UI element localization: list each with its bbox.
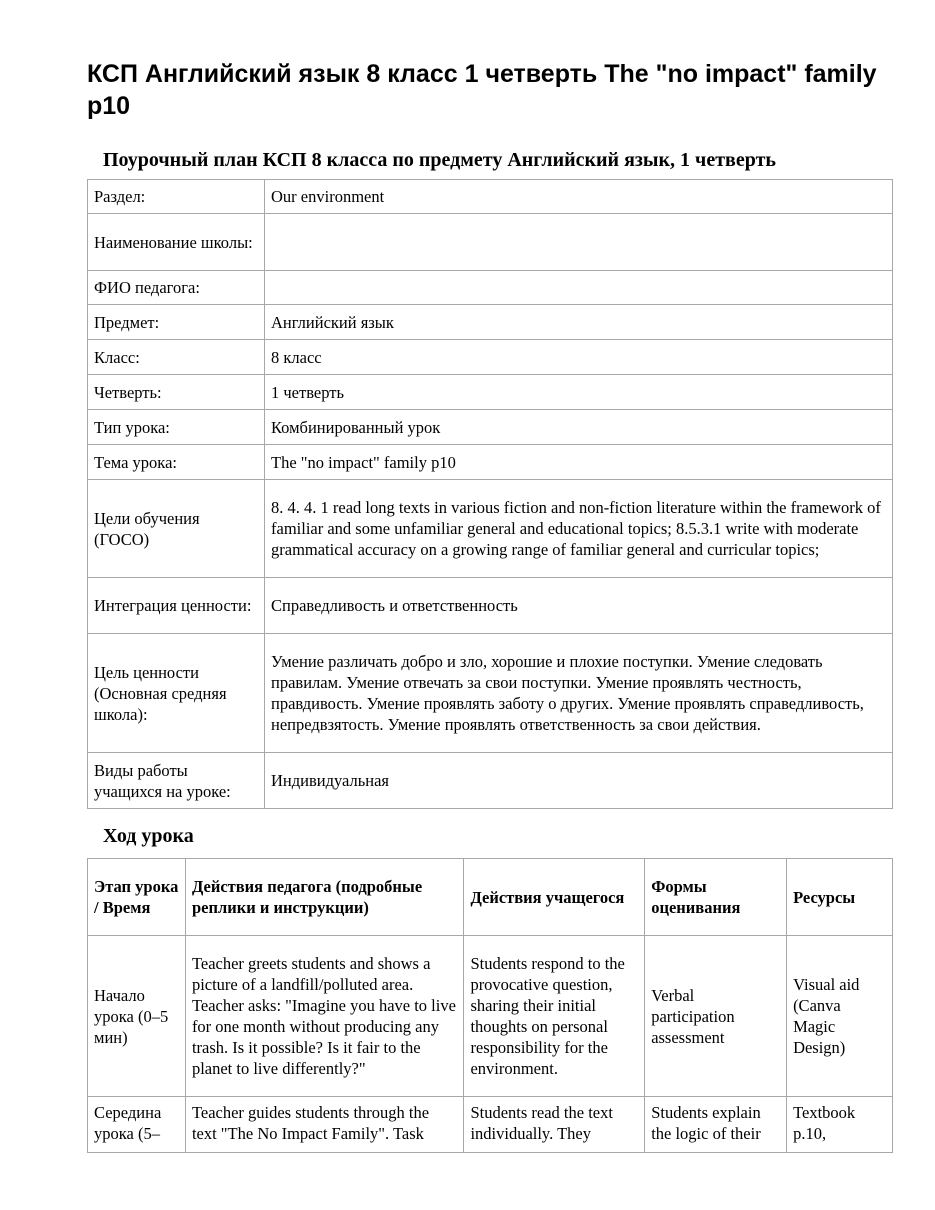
info-row <box>88 214 893 271</box>
info-key: Четверть: <box>88 375 265 410</box>
lesson-cell: Teacher guides students through the text "The No Impact Family". Task <box>185 1097 464 1153</box>
column-header: Формы оценивания <box>645 859 787 936</box>
lesson-cell: Начало урока (0–5 мин) <box>88 936 186 1097</box>
info-row <box>88 340 893 375</box>
info-value: Умение различать добро и зло, хорошие и плохие поступки. Умение следовать правилам. Умение отвечать за свои поступки. Умение проявлять честность, правдивость. Умение проявлять заботу о других. Умение проявлять справедливость, непредвзятость. Умение проявлять ответственность за свои действия. <box>265 634 893 753</box>
info-key: Наименование школы: <box>88 214 265 271</box>
column-header: Этап урока / Время <box>88 859 186 936</box>
document-page <box>87 58 893 1153</box>
info-value: Английский язык <box>265 305 893 340</box>
lesson-cell: Verbal participation assessment <box>645 936 787 1097</box>
lesson-heading: Ход урока <box>103 825 194 847</box>
lesson-cell: Середина урока (5– <box>88 1097 186 1153</box>
info-row <box>88 375 893 410</box>
info-row <box>88 305 893 340</box>
lesson-plan-header-row <box>88 859 893 936</box>
lesson-cell: Textbook p.10, <box>787 1097 893 1153</box>
info-value: Индивидуальная <box>265 753 893 809</box>
info-key: Предмет: <box>88 305 265 340</box>
info-row <box>88 578 893 634</box>
info-value: The "no impact" family p10 <box>265 445 893 480</box>
column-header: Ресурсы <box>787 859 893 936</box>
column-header: Действия учащегося <box>464 859 645 936</box>
lesson-stage-row <box>88 936 893 1097</box>
lesson-cell: Students explain the logic of their <box>645 1097 787 1153</box>
info-key: Виды работы учащихся на уроке: <box>88 753 265 809</box>
info-key: Класс: <box>88 340 265 375</box>
info-row <box>88 445 893 480</box>
page-title: КСП Английский язык 8 класс 1 четверть The "no impact" family p10 <box>87 60 877 120</box>
info-key: Интеграция ценности: <box>88 578 265 634</box>
info-value: Комбинированный урок <box>265 410 893 445</box>
info-key: Цель ценности (Основная средняя школа): <box>88 634 265 753</box>
info-value <box>265 271 893 305</box>
info-value <box>265 214 893 271</box>
info-row <box>88 410 893 445</box>
info-key: Тип урока: <box>88 410 265 445</box>
plan-heading: Поурочный план КСП 8 класса по предмету Английский язык, 1 четверть <box>103 149 776 171</box>
info-value: Справедливость и ответственность <box>265 578 893 634</box>
info-row <box>88 634 893 753</box>
info-row <box>88 271 893 305</box>
info-row <box>88 480 893 578</box>
lesson-stage-row <box>88 1097 893 1153</box>
lesson-info-table <box>87 179 893 809</box>
info-value: 8. 4. 4. 1 read long texts in various fiction and non-fiction literature within the framework of familiar and some unfamiliar general and educational topics; 8.5.3.1 write with moderate grammatical accuracy on a growing range of familiar general and curricular topics; <box>265 480 893 578</box>
lesson-cell: Students read the text individually. They <box>464 1097 645 1153</box>
column-header: Действия педагога (подробные реплики и инструкции) <box>185 859 464 936</box>
info-value: Our environment <box>265 180 893 214</box>
info-key: Раздел: <box>88 180 265 214</box>
lesson-plan-table <box>87 858 893 1153</box>
info-value: 8 класс <box>265 340 893 375</box>
info-key: Цели обучения (ГОСО) <box>88 480 265 578</box>
lesson-cell: Students respond to the provocative question, sharing their initial thoughts on personal responsibility for the environment. <box>464 936 645 1097</box>
info-key: ФИО педагога: <box>88 271 265 305</box>
info-row <box>88 180 893 214</box>
info-value: 1 четверть <box>265 375 893 410</box>
info-key: Тема урока: <box>88 445 265 480</box>
lesson-cell: Visual aid (Canva Magic Design) <box>787 936 893 1097</box>
info-row <box>88 753 893 809</box>
lesson-cell: Teacher greets students and shows a picture of a landfill/polluted area. Teacher asks: "Imagine you have to live for one month without producing any trash. Is it possible? Is it fair to the planet to live differently?" <box>185 936 464 1097</box>
